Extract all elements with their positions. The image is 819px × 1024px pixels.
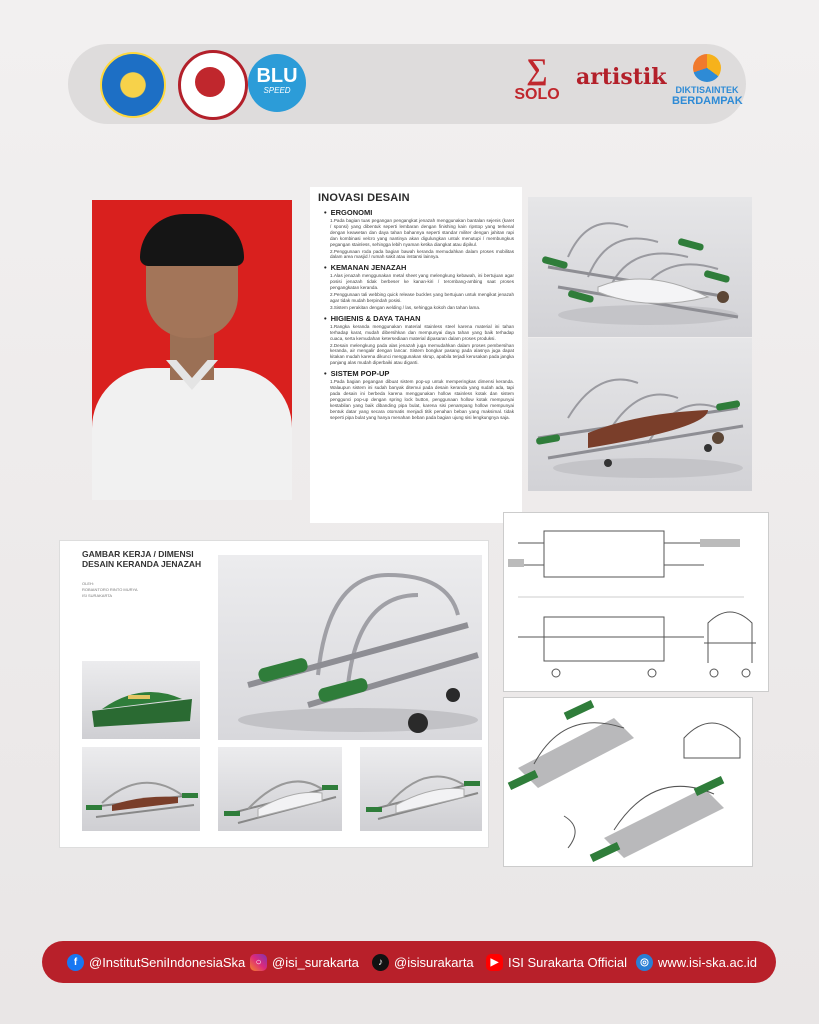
tiktok-icon: ♪ (372, 954, 389, 971)
sheet-main-render (218, 555, 482, 740)
section-item: 1.Alas jenazah menggunakan metal sheet yang melengkung kebawah, ini bertujuan agar posisi jenazah tidak berbeser ke kanan-kiri / terombang-ambing saat proses pengangkatan keranda. (330, 273, 514, 291)
diktisaintek-logo (672, 54, 742, 112)
facebook-icon: f (67, 954, 84, 971)
blu-logo-text: BLU (256, 65, 298, 87)
thumb-body-stretcher (82, 747, 200, 831)
sheet-credits (82, 581, 138, 599)
section-heading-keamanan: • KEMANAN JENAZAH (324, 263, 514, 272)
facebook-handle: @InstitutSeniIndonesiaSka (89, 954, 246, 970)
diktisaintek-line2: BERDAMPAK (672, 95, 743, 107)
artistik-logo (576, 54, 667, 112)
isi-solo-logo (513, 54, 561, 110)
section-heading-ergonomi: • ERGONOMI (324, 208, 514, 217)
website-url: www.isi-ska.ac.id (658, 954, 757, 970)
section-item: 1.Pada bagian pegangan dibuat sistem pop-up untuk memperingkas dimensi keranda. Walaupun sistem ini sudah banyak ditemui pada desain keranda yang sudah ada, tapi pada desain ini berbeda karena menggunakan hollow stainless kotak dan sistem penggunci pop-up dengan spring lock button, penggunaan hollow kotak mempunyai kestabilan yang baik dibanding pipa bulat, karena sisi penampang hollow mempunyai bentuk datar yang secara otomatis menjadi titik penahan beban yang maksimal. tidak seperti pipa bulat yang hanya menahan beban pada bagian ujung sisi lengkungnya saja. (330, 379, 514, 420)
youtube-icon: ▶ (486, 954, 503, 971)
section-item: 2.Desain melengkung pada alas jenazah juga memudahkan dalam proses pembersihan keranda, air mengalir dengan lancar. Sistem bongkar pasang pada alasnya juga dapat kitakan mudah karena dikunci menggunakan skrup, apabila terjadi kerusakan pada jangka panjang alas mudah diperbaiki atau diganti. (330, 342, 514, 366)
thumb-covered-stretcher (82, 661, 200, 739)
artistik-text-a: art (576, 64, 613, 90)
instagram-link[interactable] (250, 952, 359, 972)
artistik-text-b: istik (612, 64, 667, 90)
sheet-title-line1: GAMBAR KERJA / DIMENSI (82, 549, 194, 559)
facebook-link[interactable] (67, 952, 245, 972)
section-item: 3.Sistem perakitan dengan welding / las, sehingga kokoh dan tahan lama. (330, 304, 481, 310)
instagram-icon: ○ (250, 954, 267, 971)
instagram-handle: @isi_surakarta (272, 954, 359, 970)
isometric-exploded-drawing (504, 698, 752, 866)
render-stretcher-with-body (528, 338, 752, 491)
section-item: 2.Penggunaan roda pada bagian bawah keranda memudahkan dalam proses mobilitas dalam area masjid / rumah sakit atau instansi lainnya. (330, 248, 514, 260)
tiktok-handle: @isisurakarta (394, 954, 474, 970)
technical-drawing-sheet (60, 541, 488, 847)
section-heading-higienis: • HIGIENIS & DAYA TAHAN (324, 314, 514, 323)
section-item: 2.Penggunaan tali webbing quick release buckles yang bertujuan untuk mengikat jenazah agar tidak mudah berpindah posisi. (330, 292, 514, 303)
sheet-author: ROBIANTORO RINTO MURYA (82, 587, 138, 592)
tiktok-link[interactable] (372, 952, 474, 972)
youtube-channel: ISI Surakarta Official (508, 954, 627, 970)
thumb-empty-stretcher-side (218, 747, 342, 831)
render-stretcher-empty (528, 197, 752, 337)
sheet-institution: ISI SURAKARTA (82, 593, 113, 598)
sheet-oleh: OLEH: (82, 581, 95, 586)
sheet-title (82, 549, 201, 569)
sheet-title-line2: DESAIN KERANDA JENAZAH (82, 559, 202, 569)
tut-wuri-handayani-logo (100, 52, 166, 118)
section-item: 1.Rangka keranda menggunakan material stainless steel karena material ini tahan terhadap karat, mudah dibersihkan dan mempunyai daya tahan yang baik terhadap cuaca, serta kemudahan ketersediaan material dipasaran dalam proses produksi. (330, 323, 514, 341)
youtube-link[interactable] (486, 952, 627, 972)
diktisaintek-mark-icon (693, 54, 721, 82)
globe-icon: ◎ (636, 954, 653, 971)
design-innovation-panel (310, 187, 522, 523)
isi-solo-text: SOLO (514, 86, 560, 103)
designer-portrait-photo (92, 200, 292, 500)
isi-mark-icon: ∑ (526, 53, 548, 86)
isi-surakarta-seal-logo (178, 50, 248, 120)
section-item: 1.Pada bagian tuas pegangan pengangkat jenazah menggunakan bantalan sejenis (karet / sponsi) yang dibentuk seperti lembaran dengan finishing kain ripstop yang terkenal dengan keawetan dan daya tahan bahannya seperti standar militer dengan jahitan rapi dan kombinasi velcro yang nantinya akan digulungkan untuk menutupi / membungkus pegangan stainless, sehingga lebih nyaman ketika diangkat atau dipikul. (330, 218, 514, 247)
diktisaintek-line1: DIKTISAINTEK (675, 85, 739, 95)
blu-logo-subtext: SPEED (263, 86, 291, 95)
orthographic-drawing-views (504, 513, 768, 691)
blu-speed-logo (248, 54, 306, 112)
thumb-empty-stretcher-front (360, 747, 482, 831)
website-link[interactable] (636, 952, 757, 972)
panel-title: INOVASI DESAIN (318, 192, 410, 204)
section-heading-popup: • SISTEM POP-UP (324, 369, 514, 378)
